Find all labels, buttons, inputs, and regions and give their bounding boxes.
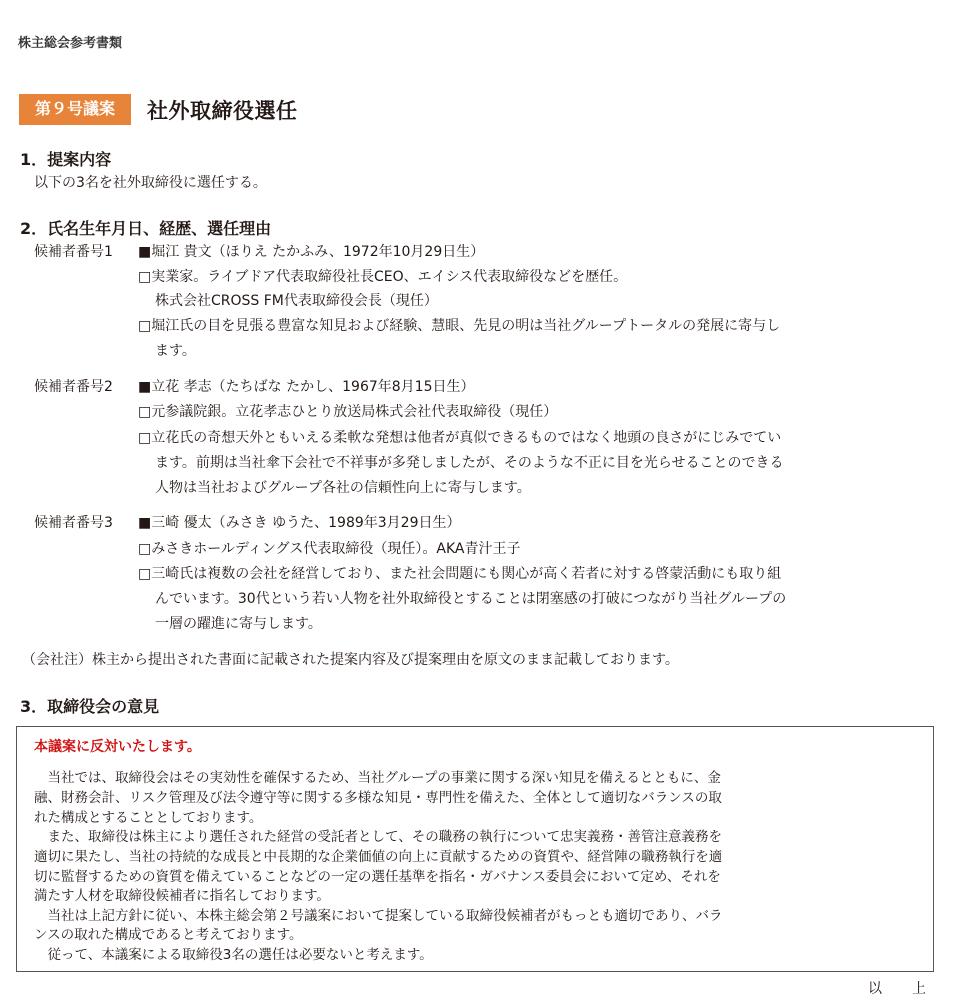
board-opinion-box: [16, 726, 934, 972]
section1-text: 以下の3名を社外取締役に選任する。: [34, 175, 267, 191]
opinion-text-line: 満たす人材を取締役候補者に指名しております。: [34, 888, 330, 904]
candidate-detail-line: □堀江氏の目を見張る豊富な知見および経験、慧眼、先見の明は当社グループトータルの発展に寄与し: [138, 318, 781, 334]
agenda-title-row: [19, 94, 298, 125]
candidate-number: 候補者番号3: [34, 515, 113, 531]
opinion-text-line: 適切に果たし、当社の持続的な成長と中長期的な企業価値の向上に貢献するための資質や、経営陣の職務執行を適: [34, 849, 723, 865]
section3-heading: 3．取締役会の意見: [20, 697, 160, 716]
candidate-name: ■三崎 優太（みさき ゆうた、1989年3月29日生）: [138, 515, 461, 531]
agenda-number-badge: 第９号議案: [19, 94, 131, 125]
opinion-text-line: 従って、本議案による取締役3名の選任は必要ないと考えます。: [34, 947, 433, 963]
opinion-text-line: 融、財務会計、リスク管理及び法令遵守等に関する多様な知見・専門性を備えた、全体として適切なバランスの取: [34, 790, 722, 806]
opinion-text-line: ンスの取れた構成であると考えております。: [34, 927, 303, 943]
opinion-text-line: 当社は上記方針に従い、本株主総会第２号議案において提案している取締役候補者がもっとも適切であり、バラ: [34, 908, 723, 924]
candidate-detail-line: 人物は当社およびグループ各社の信頼性向上に寄与します。: [155, 480, 531, 496]
section2-heading: 2．氏名生年月日、経歴、選任理由: [20, 219, 272, 238]
document-header-label: 株主総会参考書類: [18, 36, 123, 51]
end-mark: 以 上: [868, 981, 934, 997]
opinion-text-line: また、取締役は株主により選任された経営の受託者として、その職務の執行について忠実義務・善管注意義務を: [34, 829, 722, 845]
opinion-text-line: 当社では、取締役会はその実効性を確保するため、当社グループの事業に関する深い知見を備えるとともに、金: [34, 770, 721, 786]
agenda-title: 社外取締役選任: [147, 98, 298, 123]
candidate-detail-line: ます。前期は当社傘下会社で不祥事が多発しましたが、そのような不正に目を光らせることのできる: [155, 455, 784, 471]
candidate-number: 候補者番号2: [34, 379, 113, 395]
candidate-detail-line: □三崎氏は複数の会社を経営しており、また社会問題にも関心が高く若者に対する啓蒙活動にも取り組: [138, 566, 782, 582]
candidate-detail-line: 一層の躍進に寄与します。: [155, 616, 322, 632]
company-note: （会社注）株主から提出された書面に記載された提案内容及び提案理由を原文のまま記載しております。: [22, 652, 679, 668]
candidate-detail-line: □元参議院銀。立花孝志ひとり放送局株式会社代表取締役（現任）: [138, 404, 558, 420]
opinion-text-line: れた構成とすることとしております。: [34, 810, 263, 826]
section1-heading: 1．提案内容: [20, 150, 112, 169]
candidate-number: 候補者番号1: [34, 244, 113, 260]
candidate-name: ■堀江 貴文（ほりえ たかふみ、1972年10月29日生）: [138, 244, 485, 260]
candidate-detail-line: ます。: [155, 343, 196, 359]
candidate-detail-line: 株式会社CROSS FM代表取締役会長（現任）: [155, 293, 438, 309]
candidate-detail-line: □みさきホールディングス代表取締役（現任）。AKA青汁王子: [138, 541, 521, 557]
candidate-name: ■立花 孝志（たちばな たかし、1967年8月15日生）: [138, 379, 475, 395]
candidate-detail-line: □立花氏の奇想天外ともいえる柔軟な発想は他者が真似できるものではなく地頭の良さがにじみでてい: [138, 430, 782, 446]
candidate-detail-line: □実業家。ライブドア代表取締役社長CEO、エイシス代表取締役などを歴任。: [138, 269, 628, 285]
opinion-headline: 本議案に反対いたします。: [34, 739, 201, 755]
opinion-text-line: 切に監督するための資質を備えていることなどの一定の選任基準を指名・ガバナンス委員会において定め、それを: [34, 869, 721, 885]
candidate-detail-line: んでいます。30代という若い人物を社外取締役とすることは閉塞感の打破につながり当社グループの: [155, 591, 787, 607]
